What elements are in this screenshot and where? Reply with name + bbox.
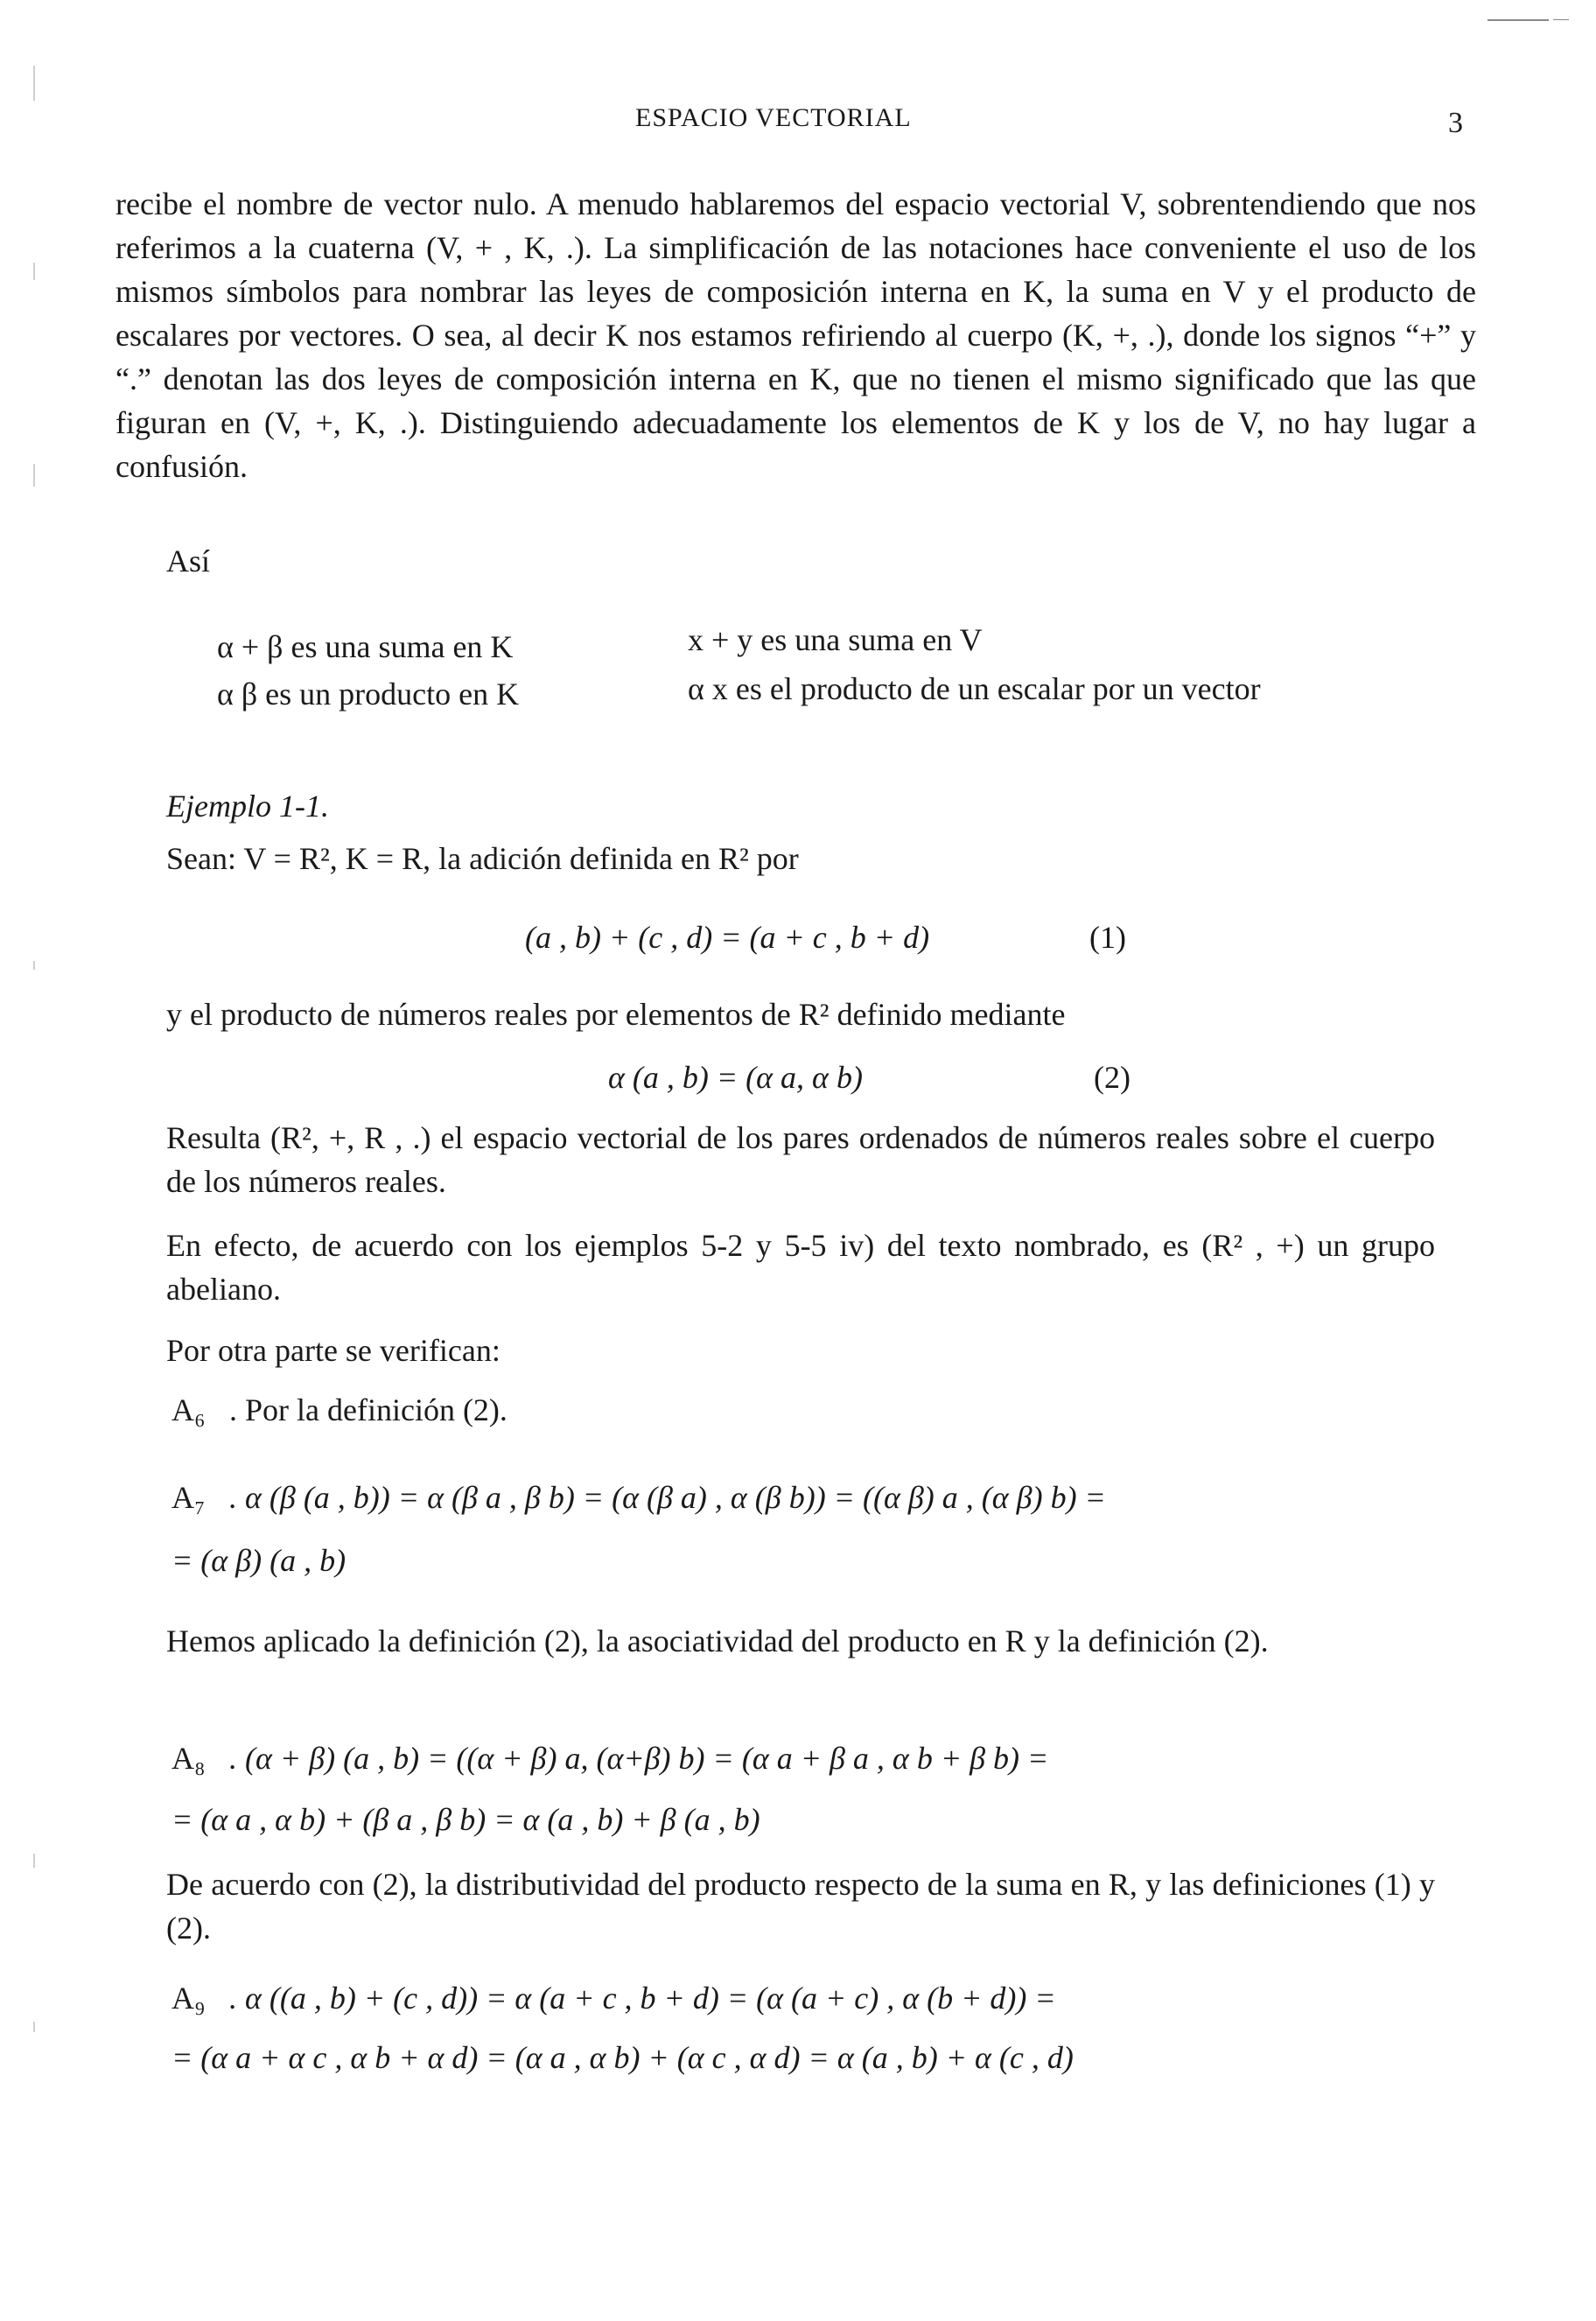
otra-parte: Por otra parte se verifican: (166, 1333, 500, 1368)
equation-2: α (a , b) = (α a, α b) (608, 1060, 863, 1095)
a7-label: A₇ (172, 1480, 206, 1515)
running-header: ESPACIO VECTORIAL (635, 103, 912, 132)
table-right-row-1: x + y es una suma en V (688, 622, 983, 657)
a7-line-2: = (α β) (a , b) (172, 1543, 346, 1578)
a9-label: A₉ (172, 1981, 206, 2016)
scan-speck-5 (33, 1854, 35, 1868)
scan-speck-2 (33, 263, 35, 280)
scan-speck-3 (33, 464, 35, 487)
a9-line-2: = (α a + α c , α b + α d) = (α a , α b) + (α c , α d) = α (a , b) + α (c , d) (172, 2040, 1074, 2075)
a6-text: . Por la definición (2). (229, 1392, 508, 1427)
asi-label: Así (166, 543, 211, 578)
a6-label: A₆ (172, 1392, 206, 1427)
table-left-row-2: α β es un producto en K (217, 677, 520, 712)
example-sean: Sean: V = R², K = R, la adición definida en R² por (166, 841, 799, 876)
resulta-paragraph: Resulta (R², +, R , .) el espacio vectorial de los pares ordenados de números reales sobre el cuerpo de los números reales. (166, 1120, 1435, 1199)
table-right-row-2: α x es el producto de un escalar por un vector (688, 671, 1261, 706)
equation-1: (a , b) + (c , d) = (a + c , b + d) (525, 920, 930, 955)
a8-label: A₈ (172, 1741, 206, 1776)
a7-line-1: . α (β (a , b)) = α (β a , β b) = (α (β a) , α (β b)) = ((α β) a , (α β) b) = (229, 1480, 1106, 1515)
equation-1-number: (1) (1089, 920, 1126, 955)
acuerdo-paragraph: De acuerdo con (2), la distributividad del producto respecto de la suma en R, y las definiciones (1) y (2). (166, 1867, 1435, 1946)
scan-speck-6 (33, 2022, 35, 2032)
product-text: y el producto de números reales por elementos de R² definido mediante (166, 997, 1066, 1032)
scan-mark-top-right-2 (1553, 19, 1569, 20)
scan-speck-4 (33, 961, 35, 970)
intro-paragraph: recibe el nombre de vector nulo. A menudo hablaremos del espacio vectorial V, sobrentendiendo que nos referimos a la cuaterna (V, + , K, .). La simplificación de las notaciones hace conveniente el uso de los mismos símbolos para nombrar las leyes de composición interna en K, la suma en V y el producto de escalares por vectores. O sea, al decir K nos estamos refiriendo al cuerpo (K, +, .), donde los signos “+” y “.” denotan las dos leyes de composición interna en K, que no tienen el mismo significado que las que figuran en (V, +, K, .). Distinguiendo adecuadamente los elementos de K y los de V, no hay lugar a confusión. (116, 186, 1476, 484)
scan-speck-1 (33, 66, 35, 101)
hemos-paragraph: Hemos aplicado la definición (2), la asociatividad del producto en R y la definición (2). (166, 1623, 1269, 1658)
a8-line-2: = (α a , α b) + (β a , β b) = α (a , b) + β (a , b) (172, 1802, 760, 1837)
a8-line-1: . (α + β) (a , b) = ((α + β) a, (α+β) b) = (α a + β a , α b + β b) = (229, 1741, 1049, 1776)
a9-line-1: . α ((a , b) + (c , d)) = α (a + c , b + d) = (α (a + c) , α (b + d)) = (229, 1981, 1056, 2016)
efecto-paragraph: En efecto, de acuerdo con los ejemplos 5-2 y 5-5 iv) del texto nombrado, es (R² , +) un grupo abeliano. (166, 1228, 1435, 1307)
scan-mark-top-right (1488, 19, 1549, 21)
equation-2-number: (2) (1094, 1060, 1130, 1095)
example-title: Ejemplo 1-1. (166, 789, 329, 824)
table-left-row-1: α + β es una suma en K (217, 629, 514, 664)
page-number: 3 (1448, 107, 1463, 139)
